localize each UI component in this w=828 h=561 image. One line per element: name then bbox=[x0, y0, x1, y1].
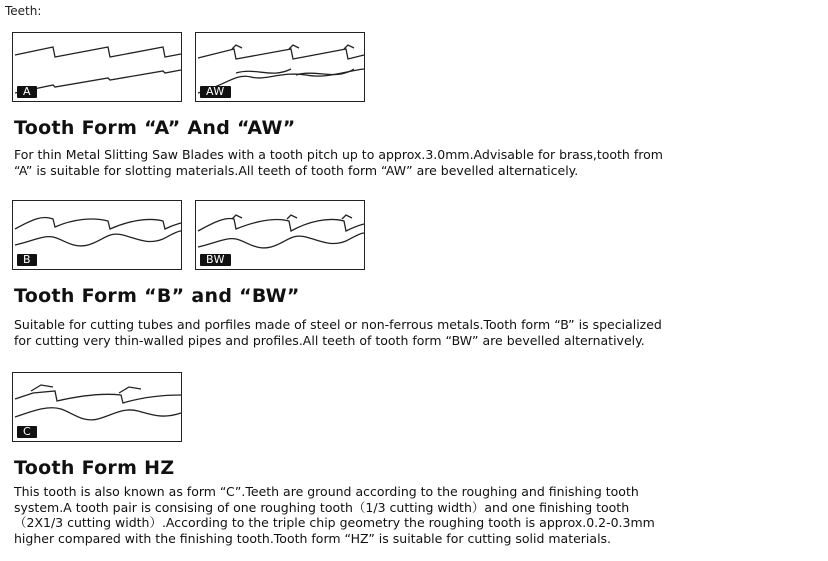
tooth-profile-b-drawing bbox=[13, 201, 183, 271]
tooth-diagram-c bbox=[12, 372, 182, 442]
description-line: system.A tooth pair is consising of one roughing tooth（1/3 cutting width）and one finishing tooth bbox=[14, 499, 630, 515]
heading-tooth-form-hz: Tooth Form HZ bbox=[14, 457, 175, 479]
description-line: For thin Metal Slitting Saw Blades with a tooth pitch up to approx.3.0mm.Advisable for brass,tooth from bbox=[14, 147, 663, 162]
tooth-tag-bw: BW bbox=[200, 254, 231, 266]
tooth-diagram-a bbox=[12, 32, 182, 102]
tooth-profile-c-drawing bbox=[13, 373, 183, 443]
description-line: “A” is suitable for slotting materials.All teeth of tooth form “AW” are bevelled alternaticely. bbox=[14, 162, 579, 178]
tooth-diagram-b bbox=[12, 200, 182, 270]
teeth-label: Teeth: bbox=[5, 4, 42, 18]
tooth-diagram-aw bbox=[195, 32, 365, 102]
description-tooth-form-b-bw bbox=[14, 317, 714, 348]
tooth-tag-b: B bbox=[17, 254, 37, 266]
description-line: This tooth is also known as form “C”.Teeth are ground according to the roughing and finishing tooth bbox=[14, 484, 639, 499]
description-line: for cutting very thin-walled pipes and profiles.All teeth of tooth form “BW” are bevelled alternatively. bbox=[14, 332, 645, 348]
heading-tooth-form-a-aw: Tooth Form “A” And “AW” bbox=[14, 117, 296, 139]
description-line: Suitable for cutting tubes and porfiles made of steel or non-ferrous metals.Tooth form “B” is specialized bbox=[14, 317, 662, 332]
tooth-tag-aw: AW bbox=[200, 86, 231, 98]
tooth-tag-a: A bbox=[17, 86, 37, 98]
heading-tooth-form-b-bw: Tooth Form “B” and “BW” bbox=[14, 285, 300, 307]
tooth-profile-a-drawing bbox=[13, 33, 183, 103]
tooth-tag-c: C bbox=[17, 426, 37, 438]
description-line: higher compared with the finishing tooth.Tooth form “HZ” is suitable for cutting solid materials. bbox=[14, 530, 612, 546]
tooth-diagram-bw bbox=[195, 200, 365, 270]
description-line: （2X1/3 cutting width）.According to the triple chip geometry the roughing tooth is approx.0.2-0.3mm bbox=[14, 515, 655, 530]
description-tooth-form-hz bbox=[14, 484, 714, 546]
description-tooth-form-a-aw bbox=[14, 147, 714, 178]
